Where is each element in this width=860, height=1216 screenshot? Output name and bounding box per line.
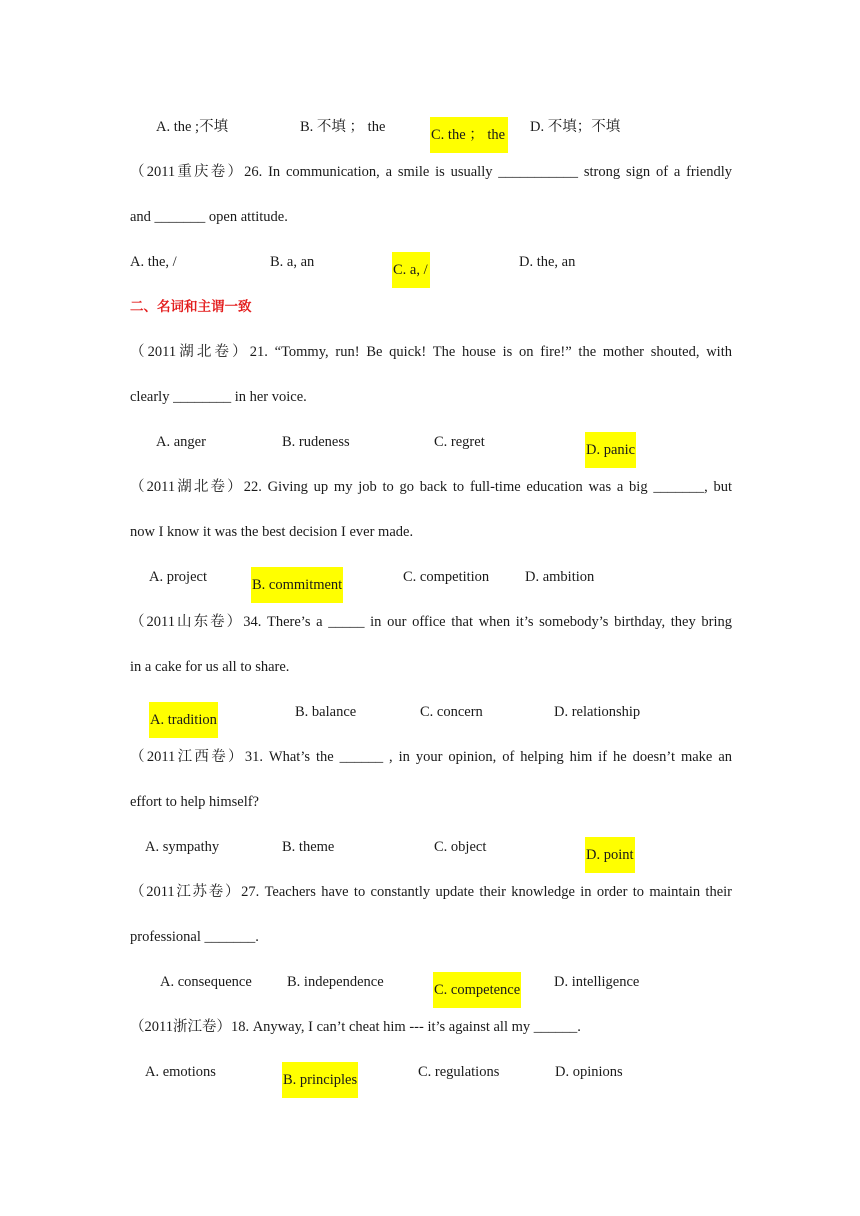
option-b: B. independence bbox=[287, 974, 384, 990]
option-c: C. object bbox=[434, 839, 487, 855]
option-c: C. concern bbox=[420, 704, 483, 720]
question-text-line: （2011重庆卷）26. In communication, a smile is usually ___________ strong sign of a friendly bbox=[130, 164, 732, 180]
option-a-answer: A. tradition bbox=[149, 702, 218, 738]
option-a: A. project bbox=[149, 569, 207, 585]
option-c: C. competition bbox=[403, 569, 490, 585]
question-text-line: （2011江西卷）31. What’s the ______ , in your opinion, of helping him if he doesn’t make an bbox=[130, 749, 732, 765]
option-a: A. emotions bbox=[145, 1064, 216, 1080]
option-b: B. theme bbox=[282, 839, 335, 855]
question-text-line: and _______ open attitude. bbox=[130, 209, 288, 225]
option-b: B. a, an bbox=[270, 254, 315, 270]
option-c-answer: C. a, / bbox=[392, 252, 430, 288]
question-text-line: now I know it was the best decision I ever made. bbox=[130, 524, 414, 540]
option-b-answer: B. commitment bbox=[251, 567, 343, 603]
question-text-line: （2011江苏卷）27. Teachers have to constantly update their knowledge in order to maintain their bbox=[130, 884, 732, 900]
option-c: C. regulations bbox=[418, 1064, 500, 1080]
option-b: B. 不填 ； the bbox=[300, 119, 386, 135]
section-heading: 二、名词和主谓一致 bbox=[130, 299, 252, 315]
question-text-line: professional _______. bbox=[130, 929, 259, 945]
question-text-line: in a cake for us all to share. bbox=[130, 659, 290, 675]
option-a: A. sympathy bbox=[145, 839, 220, 855]
option-b: B. rudeness bbox=[282, 434, 350, 450]
option-d: D. the, an bbox=[519, 254, 576, 270]
question-text-line: （2011浙江卷）18. Anyway, I can’t cheat him --- it’s against all my ______. bbox=[130, 1019, 581, 1035]
option-b-answer: B. principles bbox=[282, 1062, 358, 1098]
option-d: D. intelligence bbox=[554, 974, 640, 990]
question-text-line: clearly ________ in her voice. bbox=[130, 389, 307, 405]
question-text-line: effort to help himself? bbox=[130, 794, 259, 810]
option-c-answer: C. competence bbox=[433, 972, 521, 1008]
option-d-answer: D. point bbox=[585, 837, 635, 873]
option-a: A. the ;不填 bbox=[156, 119, 229, 135]
option-a: A. consequence bbox=[160, 974, 252, 990]
option-a: A. the, / bbox=[130, 254, 177, 270]
option-d: D. ambition bbox=[525, 569, 595, 585]
option-c-answer: C. the ； the bbox=[430, 117, 508, 153]
option-d-answer: D. panic bbox=[585, 432, 636, 468]
question-text-line: （2011湖北卷）21. “Tommy, run! Be quick! The house is on fire!” the mother shouted, with bbox=[130, 344, 732, 360]
option-a: A. anger bbox=[156, 434, 206, 450]
question-text-line: （2011山东卷）34. There’s a _____ in our office that when it’s somebody’s birthday, they bring bbox=[130, 614, 732, 630]
option-d: D. opinions bbox=[555, 1064, 623, 1080]
option-d: D. relationship bbox=[554, 704, 641, 720]
question-text-line: （2011湖北卷）22. Giving up my job to go back to full-time education was a big _______, but bbox=[130, 479, 732, 495]
option-c: C. regret bbox=[434, 434, 485, 450]
option-b: B. balance bbox=[295, 704, 357, 720]
option-d: D. 不填；不填 bbox=[530, 119, 621, 135]
